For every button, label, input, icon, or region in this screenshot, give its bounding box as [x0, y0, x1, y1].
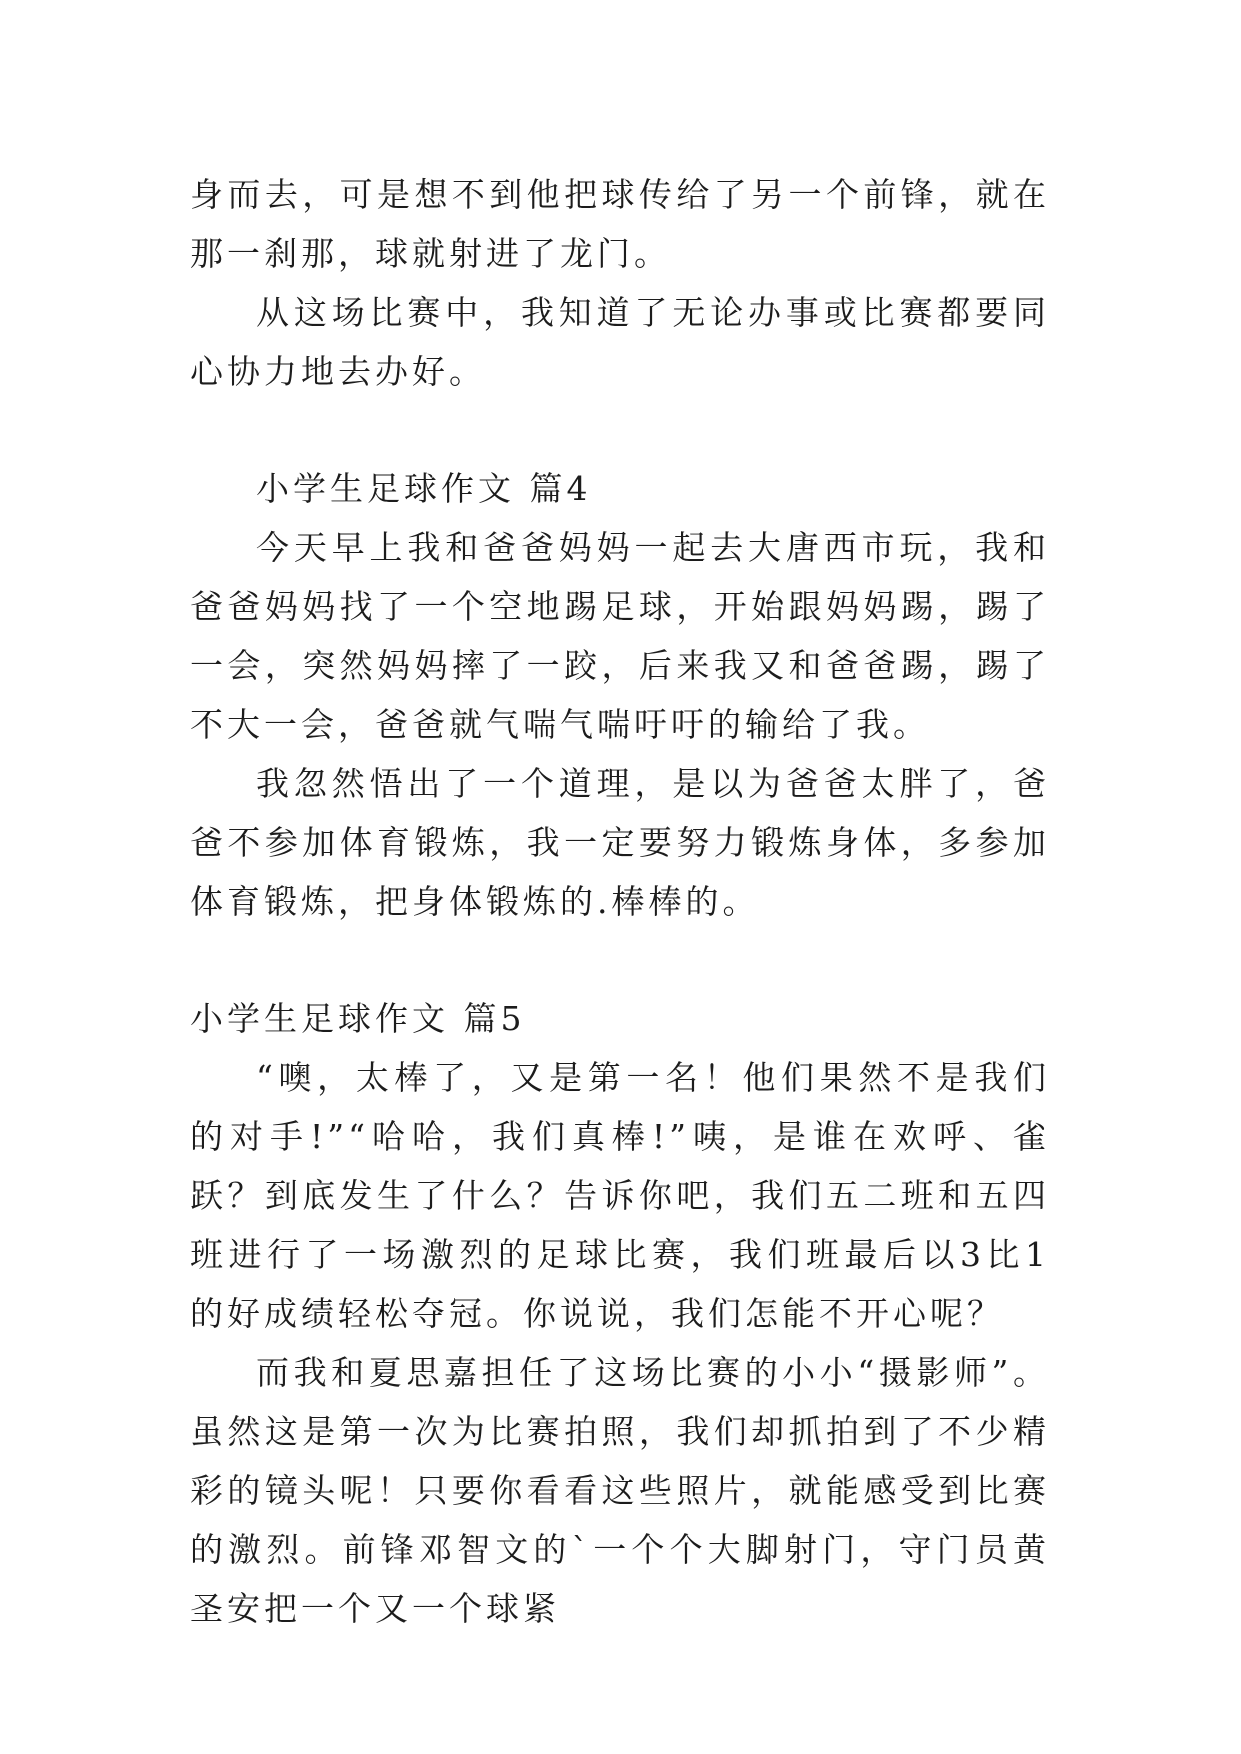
document-body [190, 165, 1050, 1638]
section5-paragraph-1: “噢，太棒了，又是第一名！他们果然不是我们的对手!”“哈哈，我们真棒!”咦，是谁在欢呼、雀跃？到底发生了什么？告诉你吧，我们五二班和五四班进行了一场激烈的足球比赛，我们班最后以3比1的好成绩轻松夺冠。你说说，我们怎能不开心呢？ [190, 1058, 1050, 1333]
paragraph-conclusion: 从这场比赛中，我知道了无论办事或比赛都要同心协力地去办好。 [190, 293, 1050, 391]
paragraph-continued: 身而去，可是想不到他把球传给了另一个前锋，就在那一刹那，球就射进了龙门。 [190, 175, 1050, 273]
section4-paragraph-1: 今天早上我和爸爸妈妈一起去大唐西市玩，我和爸爸妈妈找了一个空地踢足球，开始跟妈妈踢，踢了一会，突然妈妈摔了一跤，后来我又和爸爸踢，踢了不大一会，爸爸就气喘气喘吁吁的输给了我。 [190, 528, 1050, 744]
section4-paragraph-2: 我忽然悟出了一个道理，是以为爸爸太胖了，爸爸不参加体育锻炼，我一定要努力锻炼身体，多参加体育锻炼，把身体锻炼的.棒棒的。 [190, 764, 1050, 921]
section-title-5: 小学生足球作文 篇5 [190, 999, 526, 1038]
section5-paragraph-2: 而我和夏思嘉担任了这场比赛的小小“摄影师”。虽然这是第一次为比赛拍照，我们却抓拍到了不少精彩的镜头呢！只要你看看这些照片，就能感受到比赛的激烈。前锋邓智文的`一个个大脚射门，守门员黄圣安把一个又一个球紧 [190, 1353, 1050, 1628]
section-title-4: 小学生足球作文 篇4 [256, 469, 592, 508]
